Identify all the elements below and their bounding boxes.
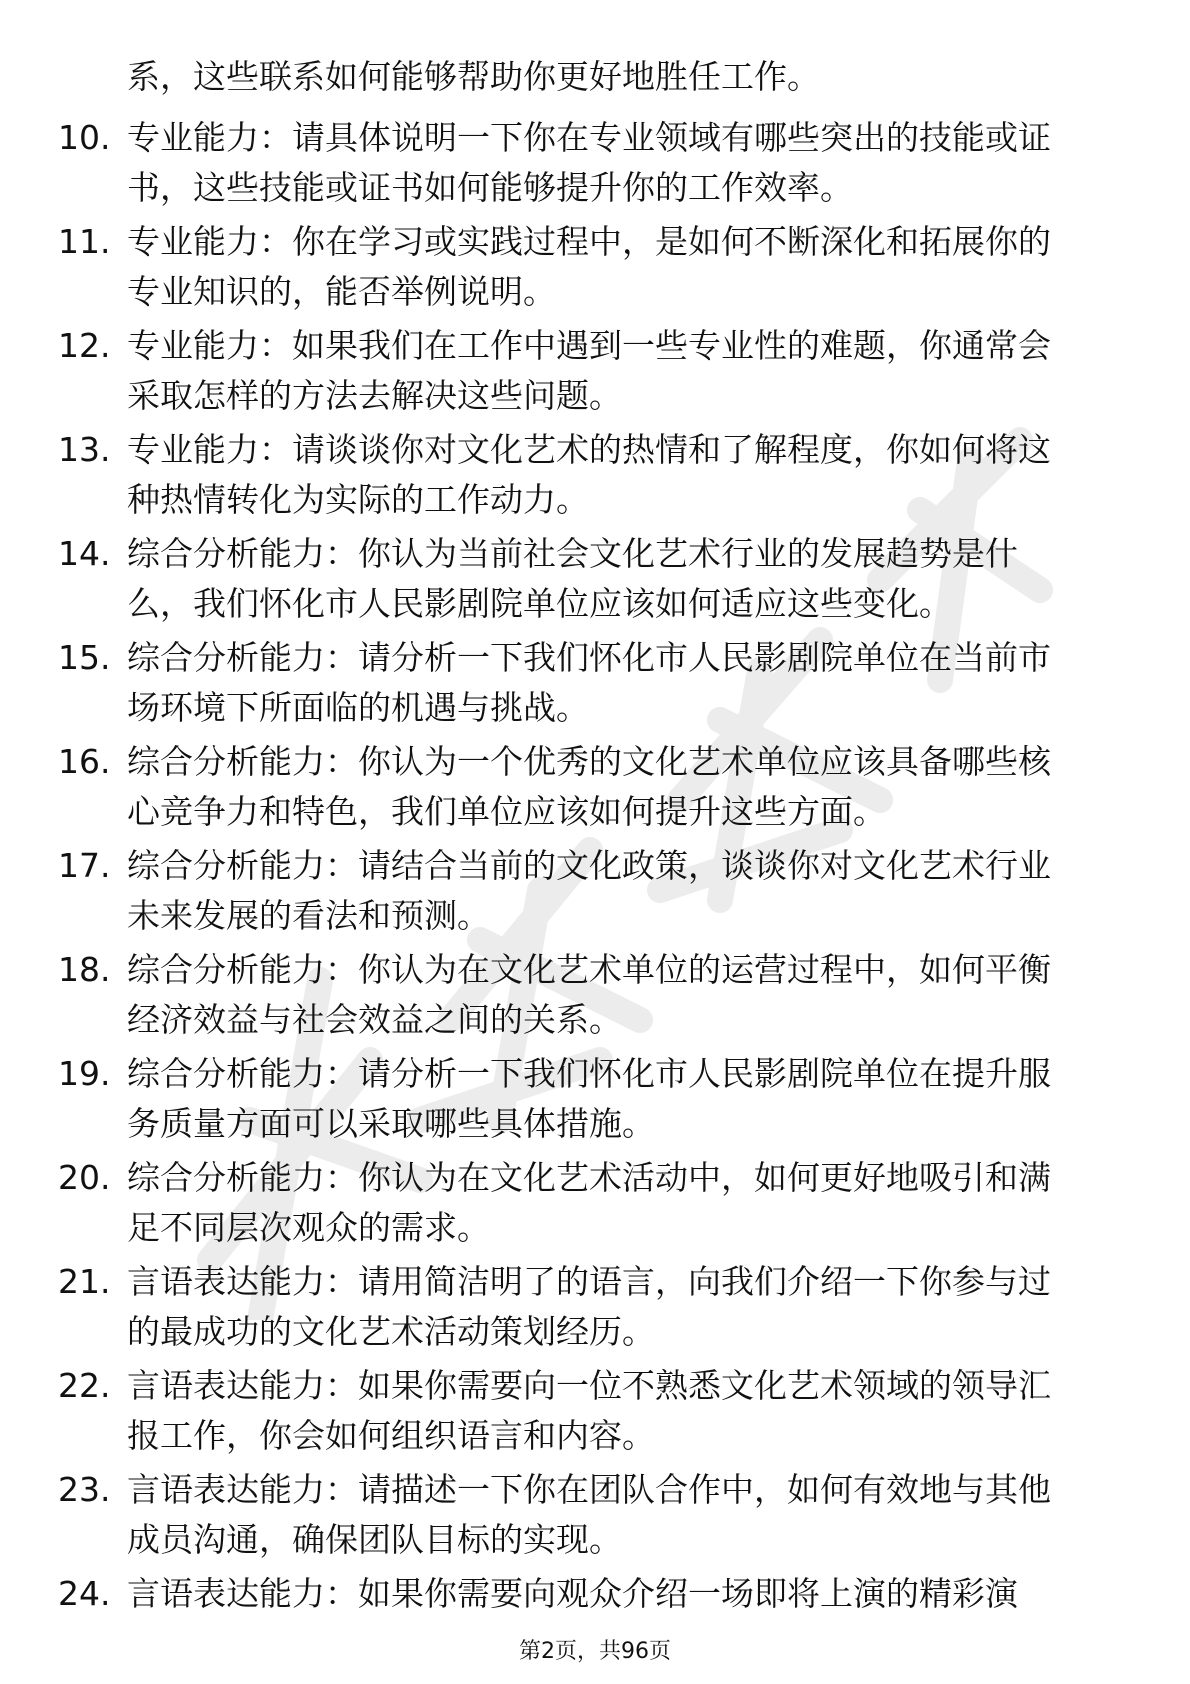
question-line: 综合分析能力：请分析一下我们怀化市人民影剧院单位在提升服 [127, 1054, 1051, 1093]
question-line: 言语表达能力：如果你需要向一位不熟悉文化艺术领域的领导汇 [127, 1366, 1051, 1405]
question-line: 综合分析能力：请结合当前的文化政策，谈谈你对文化艺术行业 [127, 846, 1051, 885]
question-line: 综合分析能力：请分析一下我们怀化市人民影剧院单位在当前市 [127, 638, 1051, 677]
question-text [127, 321, 1117, 421]
question-number: 16. [58, 742, 111, 781]
question-line: 的最成功的文化艺术活动策划经历。 [127, 1312, 655, 1351]
question-line: 么，我们怀化市人民影剧院单位应该如何适应这些变化。 [127, 584, 952, 623]
question-number: 18. [58, 950, 111, 989]
question-text [127, 1049, 1117, 1149]
continued-text: 系，这些联系如何能够帮助你更好地胜任工作。 [127, 57, 820, 96]
question-text [127, 1153, 1117, 1253]
question-line: 综合分析能力：你认为一个优秀的文化艺术单位应该具备哪些核 [127, 742, 1051, 781]
question-line: 专业能力：如果我们在工作中遇到一些专业性的难题，你通常会 [127, 326, 1051, 365]
question-number: 24. [58, 1574, 111, 1613]
question-text [127, 737, 1117, 837]
question-line: 成员沟通，确保团队目标的实现。 [127, 1520, 622, 1559]
question-line: 经济效益与社会效益之间的关系。 [127, 1000, 622, 1039]
question-line: 言语表达能力：请用简洁明了的语言，向我们介绍一下你参与过 [127, 1262, 1051, 1301]
question-line: 专业能力：请具体说明一下你在专业领域有哪些突出的技能或证 [127, 118, 1051, 157]
question-number: 15. [58, 638, 111, 677]
question-number: 17. [58, 846, 111, 885]
question-number: 10. [58, 118, 111, 157]
question-text [127, 113, 1117, 213]
question-line: 言语表达能力：请描述一下你在团队合作中，如何有效地与其他 [127, 1470, 1051, 1509]
question-line: 综合分析能力：你认为在文化艺术单位的运营过程中，如何平衡 [127, 950, 1051, 989]
question-text [127, 1569, 1117, 1619]
question-line: 未来发展的看法和预测。 [127, 896, 490, 935]
question-line: 足不同层次观众的需求。 [127, 1208, 490, 1247]
question-line: 报工作，你会如何组织语言和内容。 [127, 1416, 655, 1455]
question-line: 综合分析能力：你认为在文化艺术活动中，如何更好地吸引和满 [127, 1158, 1051, 1197]
question-line: 言语表达能力：如果你需要向观众介绍一场即将上演的精彩演 [127, 1574, 1018, 1613]
question-line: 采取怎样的方法去解决这些问题。 [127, 376, 622, 415]
question-text [127, 217, 1117, 317]
question-number: 19. [58, 1054, 111, 1093]
question-number: 23. [58, 1470, 111, 1509]
question-line: 种热情转化为实际的工作动力。 [127, 480, 589, 519]
question-text [127, 945, 1117, 1045]
question-text [127, 425, 1117, 525]
question-number: 11. [58, 222, 111, 261]
page-footer: 第2页，共96页 [519, 1639, 671, 1664]
question-number: 12. [58, 326, 111, 365]
question-number: 20. [58, 1158, 111, 1197]
question-number: 14. [58, 534, 111, 573]
question-text [127, 841, 1117, 941]
question-line: 书，这些技能或证书如何能够提升你的工作效率。 [127, 168, 853, 207]
question-line: 务质量方面可以采取哪些具体措施。 [127, 1104, 655, 1143]
question-text [127, 633, 1117, 733]
question-text [127, 529, 1117, 629]
question-text [127, 1257, 1117, 1357]
question-line: 专业知识的，能否举例说明。 [127, 272, 556, 311]
question-line: 综合分析能力：你认为当前社会文化艺术行业的发展趋势是什 [127, 534, 1018, 573]
question-number: 22. [58, 1366, 111, 1405]
question-text [127, 1361, 1117, 1461]
question-number: 13. [58, 430, 111, 469]
question-line: 心竞争力和特色，我们单位应该如何提升这些方面。 [127, 792, 886, 831]
question-text [127, 1465, 1117, 1565]
question-number: 21. [58, 1262, 111, 1301]
question-line: 专业能力：你在学习或实践过程中，是如何不断深化和拓展你的 [127, 222, 1051, 261]
question-line: 场环境下所面临的机遇与挑战。 [127, 688, 589, 727]
question-line: 专业能力：请谈谈你对文化艺术的热情和了解程度，你如何将这 [127, 430, 1051, 469]
